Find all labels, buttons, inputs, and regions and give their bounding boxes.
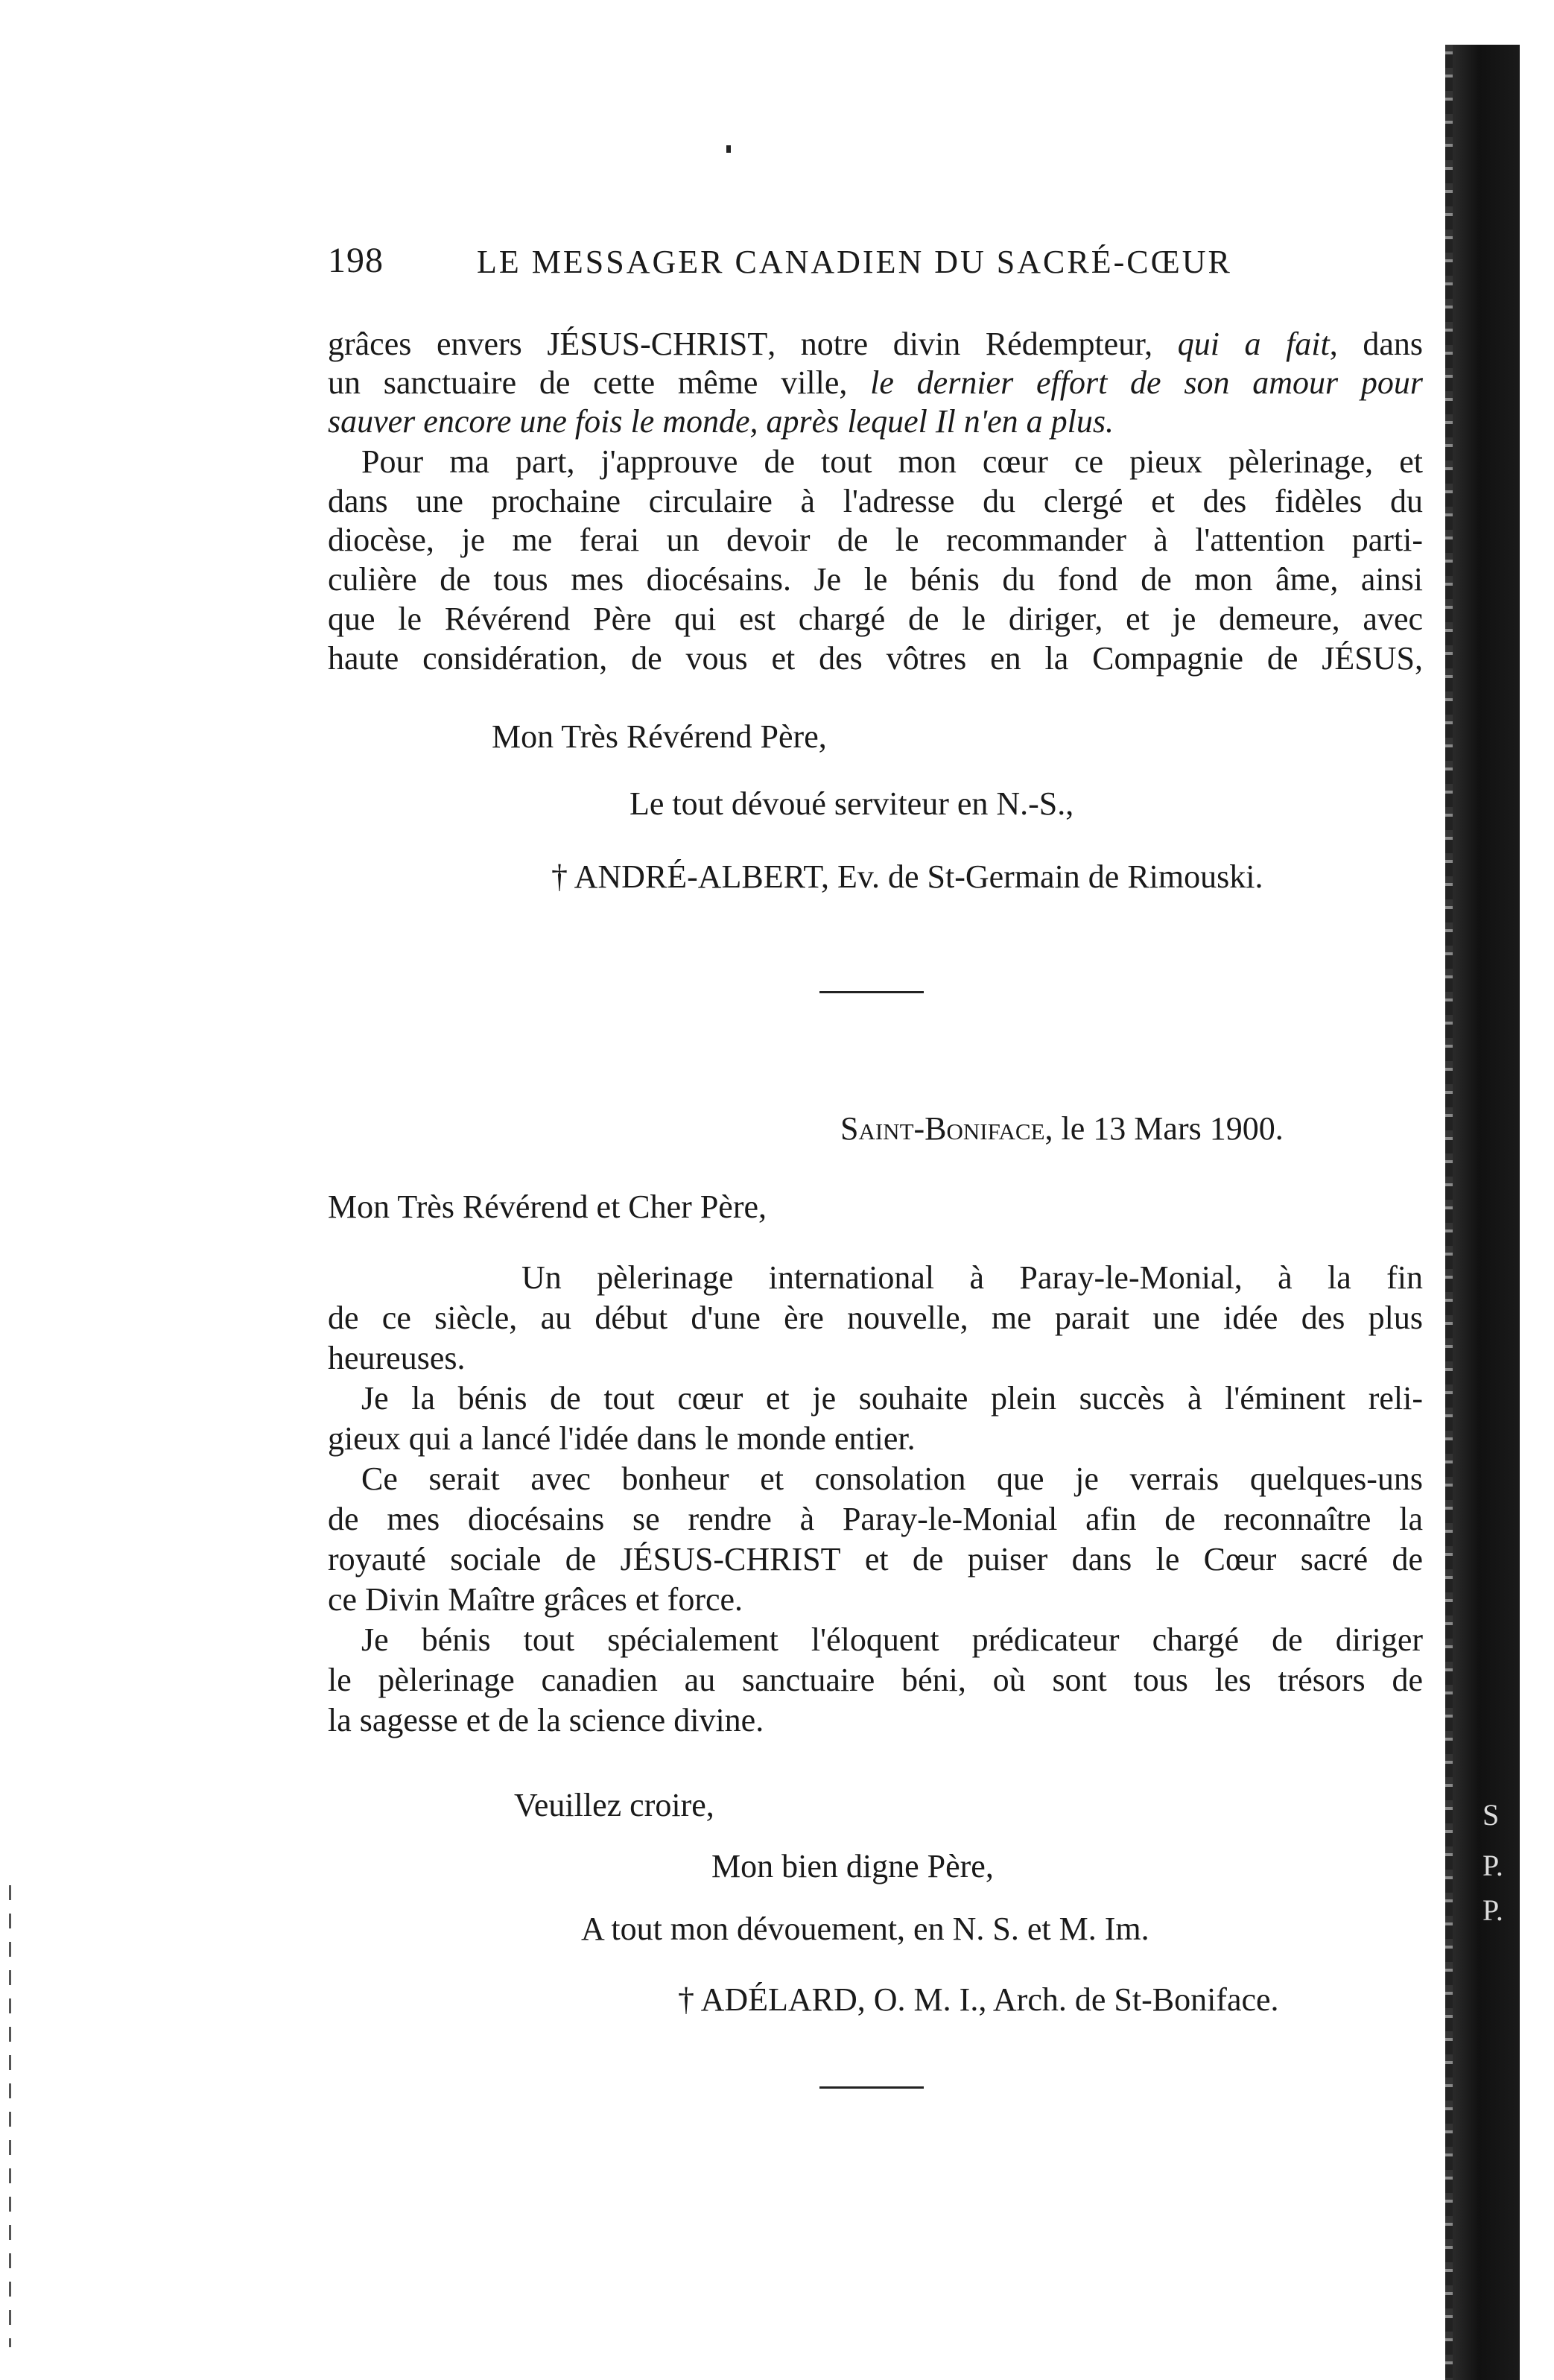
letter2-line-2: de ce siècle, au début d'une ère nouvelle, me parait une idée des plus: [328, 1300, 1423, 1336]
running-header: [328, 240, 1326, 285]
letter1-line-2: un sanctuaire de cette même ville, le dernier effort de son amour pour: [328, 364, 1423, 401]
scan-binding-shadow: [1453, 45, 1520, 2380]
letter2-signature: † ADÉLARD, O. M. I., Arch. de St-Boniface.: [678, 1981, 1279, 2018]
letter2-closing-1: Veuillez croire,: [514, 1787, 714, 1823]
letter2-dateline: Saint-Boniface, le 13 Mars 1900.: [840, 1110, 1284, 1147]
letter1-line-3: sauver encore une fois le monde, après lequel Il n'en a plus.: [328, 403, 1114, 440]
letter2-line-9: ce Divin Maître grâces et force.: [328, 1581, 743, 1618]
letter2-closing-3: A tout mon dévouement, en N. S. et M. Im.: [581, 1911, 1149, 1947]
letter2-line-8: royauté sociale de JÉSUS-CHRIST et de puiser dans le Cœur sacré de: [328, 1541, 1424, 1577]
margin-mark-1: S: [1482, 1798, 1500, 1832]
letter1-line-8: que le Révérend Père qui est chargé de le diriger, et je demeure, avec: [328, 601, 1423, 637]
letter1-line-4: Pour ma part, j'approuve de tout mon cœur ce pieux pèlerinage, et: [361, 443, 1423, 480]
letter2-line-10: Je bénis tout spécialement l'éloquent prédicateur chargé de diriger: [361, 1621, 1423, 1658]
letter1-line-7: culière de tous mes diocésains. Je le bénis du fond de mon âme, ainsi: [328, 561, 1423, 598]
page-number: 198: [328, 241, 384, 280]
letter2-line-6: Ce serait avec bonheur et consolation que je verrais quelques-uns: [361, 1460, 1423, 1497]
section-divider-1: [819, 991, 924, 993]
letter2-line-12: la sagesse et de la science divine.: [328, 1702, 764, 1738]
running-title: LE MESSAGER CANADIEN DU SACRÉ-CŒUR: [477, 244, 1232, 280]
letter2-line-1: Un pèlerinage international à Paray-le-Monial, à la fin: [521, 1259, 1423, 1296]
letter1-salutation: Mon Très Révérend Père,: [492, 718, 827, 755]
letter1-line-6: diocèse, je me ferai un devoir de le recommander à l'attention parti-: [328, 522, 1423, 558]
letter2-line-4: Je la bénis de tout cœur et je souhaite plein succès à l'éminent reli-: [361, 1380, 1423, 1417]
letter1-line-5: dans une prochaine circulaire à l'adresse du clergé et des fidèles du: [328, 483, 1423, 519]
letter1-line-1: grâces envers JÉSUS-CHRIST, notre divin Rédempteur, qui a fait, dans: [328, 326, 1424, 362]
letter1-signature: † ANDRÉ-ALBERT, Ev. de St-Germain de Rimouski.: [551, 858, 1263, 895]
margin-mark-3: P.: [1482, 1893, 1503, 1927]
scan-left-dashes: [9, 1885, 11, 2347]
letter2-line-5: gieux qui a lancé l'idée dans le monde entier.: [328, 1420, 916, 1457]
margin-mark-2: P.: [1482, 1849, 1503, 1882]
letter2-line-3: heureuses.: [328, 1340, 466, 1376]
ink-speck: [726, 145, 731, 153]
letter2-line-7: de mes diocésains se rendre à Paray-le-Monial afin de reconnaître la: [328, 1501, 1423, 1537]
letter2-line-11: le pèlerinage canadien au sanctuaire béni, où sont tous les trésors de: [328, 1662, 1423, 1698]
letter1-line-9: haute considération, de vous et des vôtres en la Compagnie de JÉSUS,: [328, 640, 1423, 677]
section-divider-2: [819, 2086, 924, 2089]
letter2-greeting: Mon Très Révérend et Cher Père,: [328, 1189, 767, 1225]
letter2-closing-2: Mon bien digne Père,: [711, 1848, 994, 1884]
letter1-closing: Le tout dévoué serviteur en N.-S.,: [629, 785, 1074, 822]
